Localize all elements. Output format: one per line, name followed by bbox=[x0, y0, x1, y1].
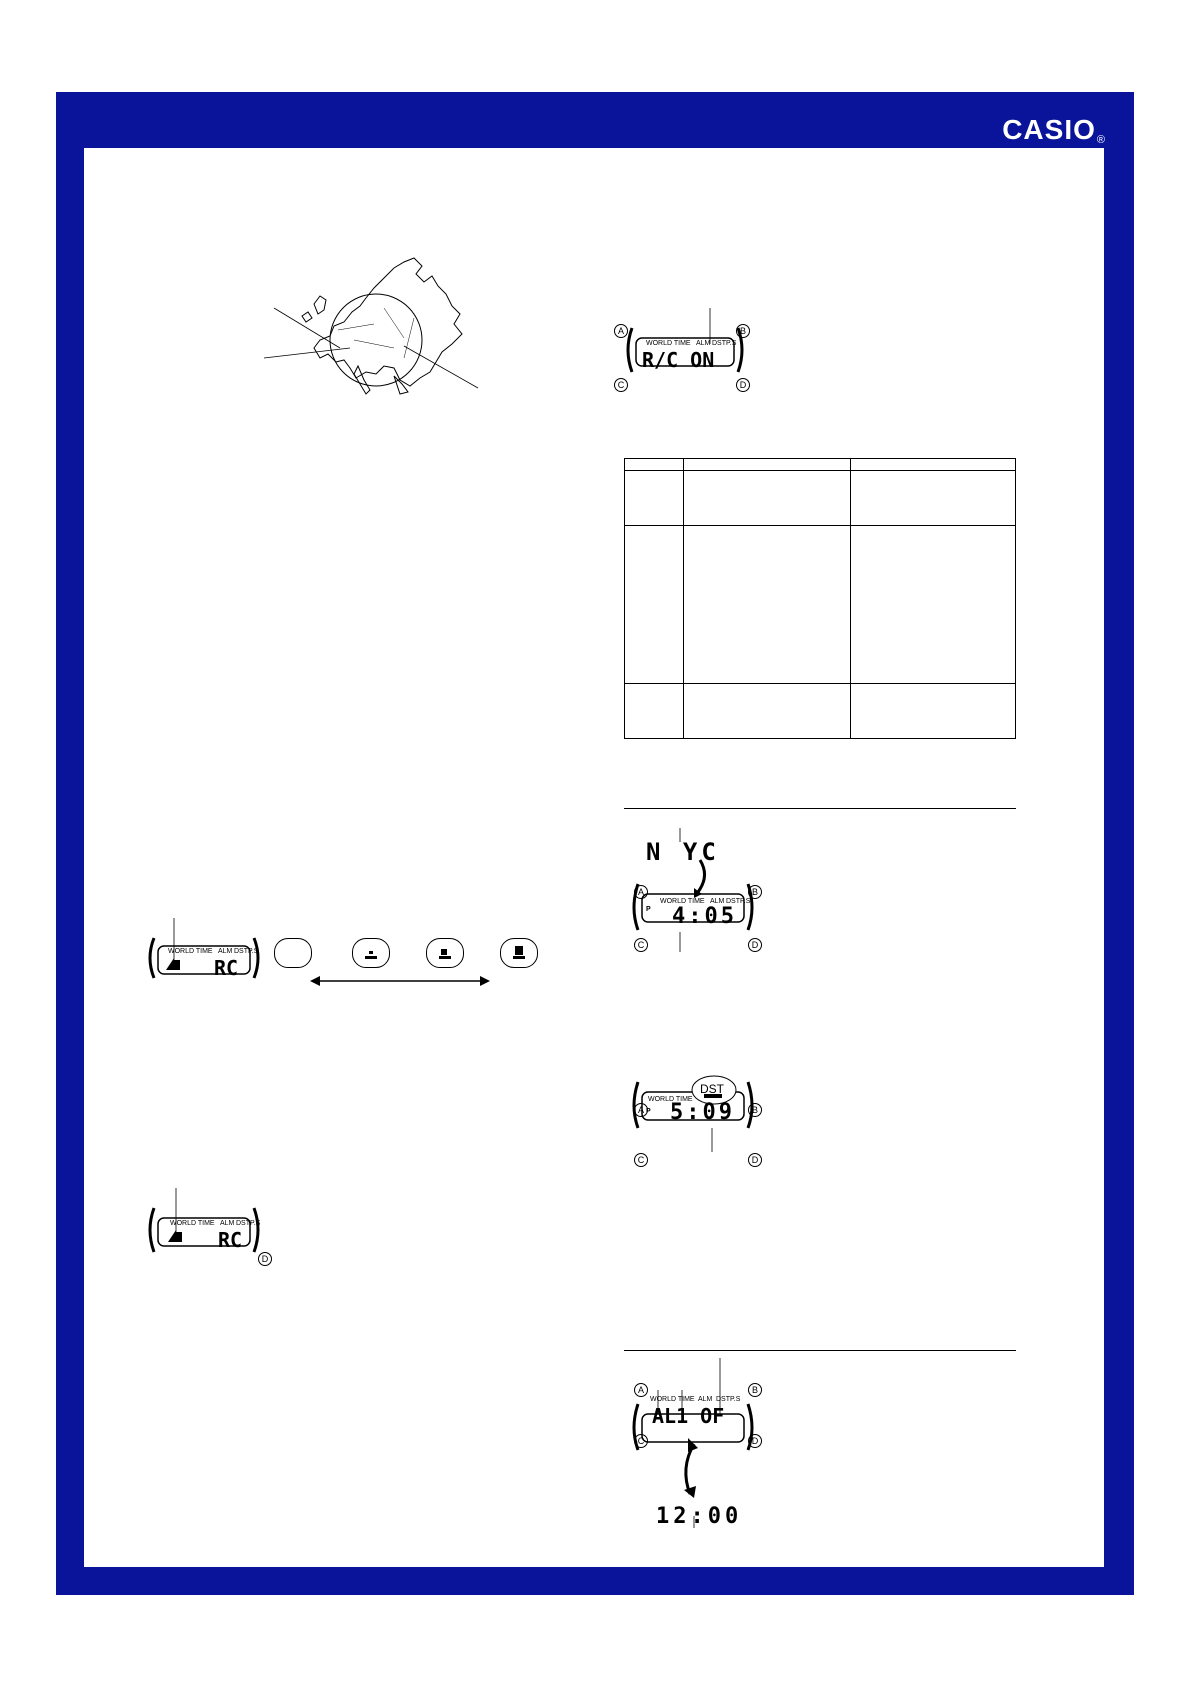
section-divider-2 bbox=[624, 1350, 1016, 1351]
signal-level-3-icon bbox=[500, 938, 538, 968]
ps-label-6: P.S bbox=[730, 1396, 741, 1403]
pm-indicator: P bbox=[646, 906, 651, 913]
table-header-cell bbox=[625, 459, 684, 471]
button-a-icon-4: A bbox=[634, 1383, 648, 1397]
button-d-icon: D bbox=[258, 1252, 272, 1266]
button-a-icon-2: A bbox=[634, 885, 648, 899]
world-time-label-2: WORLD TIME bbox=[170, 1220, 215, 1227]
world-time-label: WORLD TIME bbox=[168, 948, 213, 955]
button-d-icon-2: D bbox=[736, 378, 750, 392]
pm-indicator-2: P bbox=[646, 1108, 651, 1115]
dst-label-6: DST bbox=[716, 1396, 730, 1403]
button-a-icon: A bbox=[614, 324, 628, 338]
watch-display-receive-2 bbox=[144, 1188, 274, 1268]
button-b-icon: B bbox=[736, 324, 750, 338]
button-d-icon-5: D bbox=[748, 1434, 762, 1448]
city-time-text: 4:05 bbox=[672, 904, 737, 929]
alarm-display-text: AL1 OF bbox=[652, 1404, 725, 1428]
table-header-cell bbox=[684, 459, 851, 471]
dst-label: DST bbox=[234, 948, 248, 955]
table-cell bbox=[684, 684, 851, 739]
receive-indicator-text: RC bbox=[214, 956, 239, 980]
table-cell bbox=[625, 471, 684, 526]
table-cell bbox=[684, 471, 851, 526]
world-time-label-3: WORLD TIME bbox=[646, 340, 691, 347]
button-d-icon-4: D bbox=[748, 1153, 762, 1167]
table-cell bbox=[851, 471, 1016, 526]
ps-label: P.S bbox=[248, 948, 259, 955]
page-frame bbox=[56, 92, 1134, 1595]
table-header-cell bbox=[851, 459, 1016, 471]
world-time-label-6: WORLD TIME bbox=[650, 1396, 695, 1403]
settings-table bbox=[624, 458, 1016, 739]
world-time-label-4: WORLD TIME bbox=[660, 898, 705, 905]
world-time-label-5: WORLD TIME bbox=[648, 1096, 693, 1103]
section-divider bbox=[624, 808, 1016, 809]
dst-label-4: DST bbox=[726, 898, 740, 905]
dst-badge: DST bbox=[700, 1082, 724, 1096]
alm-label-3: ALM bbox=[696, 340, 711, 347]
signal-level-1-icon bbox=[352, 938, 390, 968]
alm-label: ALM bbox=[218, 948, 233, 955]
ps-label-3: P.S bbox=[726, 340, 737, 347]
table-cell bbox=[684, 526, 851, 684]
receive-indicator-text-2: RC bbox=[218, 1228, 243, 1252]
signal-level-2-icon bbox=[426, 938, 464, 968]
alm-label-4: ALM bbox=[710, 898, 725, 905]
casio-logo: CASIO® bbox=[1002, 114, 1106, 146]
button-c-icon-4: C bbox=[634, 1434, 648, 1448]
city-code-text: N YC bbox=[646, 838, 720, 866]
button-c-icon-3: C bbox=[634, 1153, 648, 1167]
alarm-time-text: 12:00 bbox=[656, 1504, 743, 1529]
ps-label-4: P.S bbox=[740, 898, 751, 905]
table-cell bbox=[851, 684, 1016, 739]
button-b-icon-4: B bbox=[748, 1383, 762, 1397]
double-arrow-icon bbox=[310, 974, 490, 988]
alm-label-6: ALM bbox=[698, 1396, 713, 1403]
dst-time-text: 5:09 bbox=[670, 1100, 735, 1125]
table-cell bbox=[625, 526, 684, 684]
dst-label-2: DST bbox=[236, 1220, 250, 1227]
ps-label-2: P.S bbox=[250, 1220, 261, 1227]
button-b-icon-3: B bbox=[748, 1103, 762, 1117]
button-a-icon-3: A bbox=[634, 1103, 648, 1117]
button-c-icon-2: C bbox=[634, 938, 648, 952]
page-content bbox=[84, 148, 1104, 1567]
rc-setting-text: R/C ON bbox=[642, 348, 715, 372]
button-b-icon-2: B bbox=[748, 885, 762, 899]
button-c-icon: C bbox=[614, 378, 628, 392]
button-d-icon-3: D bbox=[748, 938, 762, 952]
table-cell bbox=[851, 526, 1016, 684]
europe-map-illustration bbox=[254, 248, 534, 398]
alm-label-2: ALM bbox=[220, 1220, 235, 1227]
table-cell bbox=[625, 684, 684, 739]
dst-label-3: DST bbox=[712, 340, 726, 347]
signal-level-0-icon bbox=[274, 938, 312, 968]
